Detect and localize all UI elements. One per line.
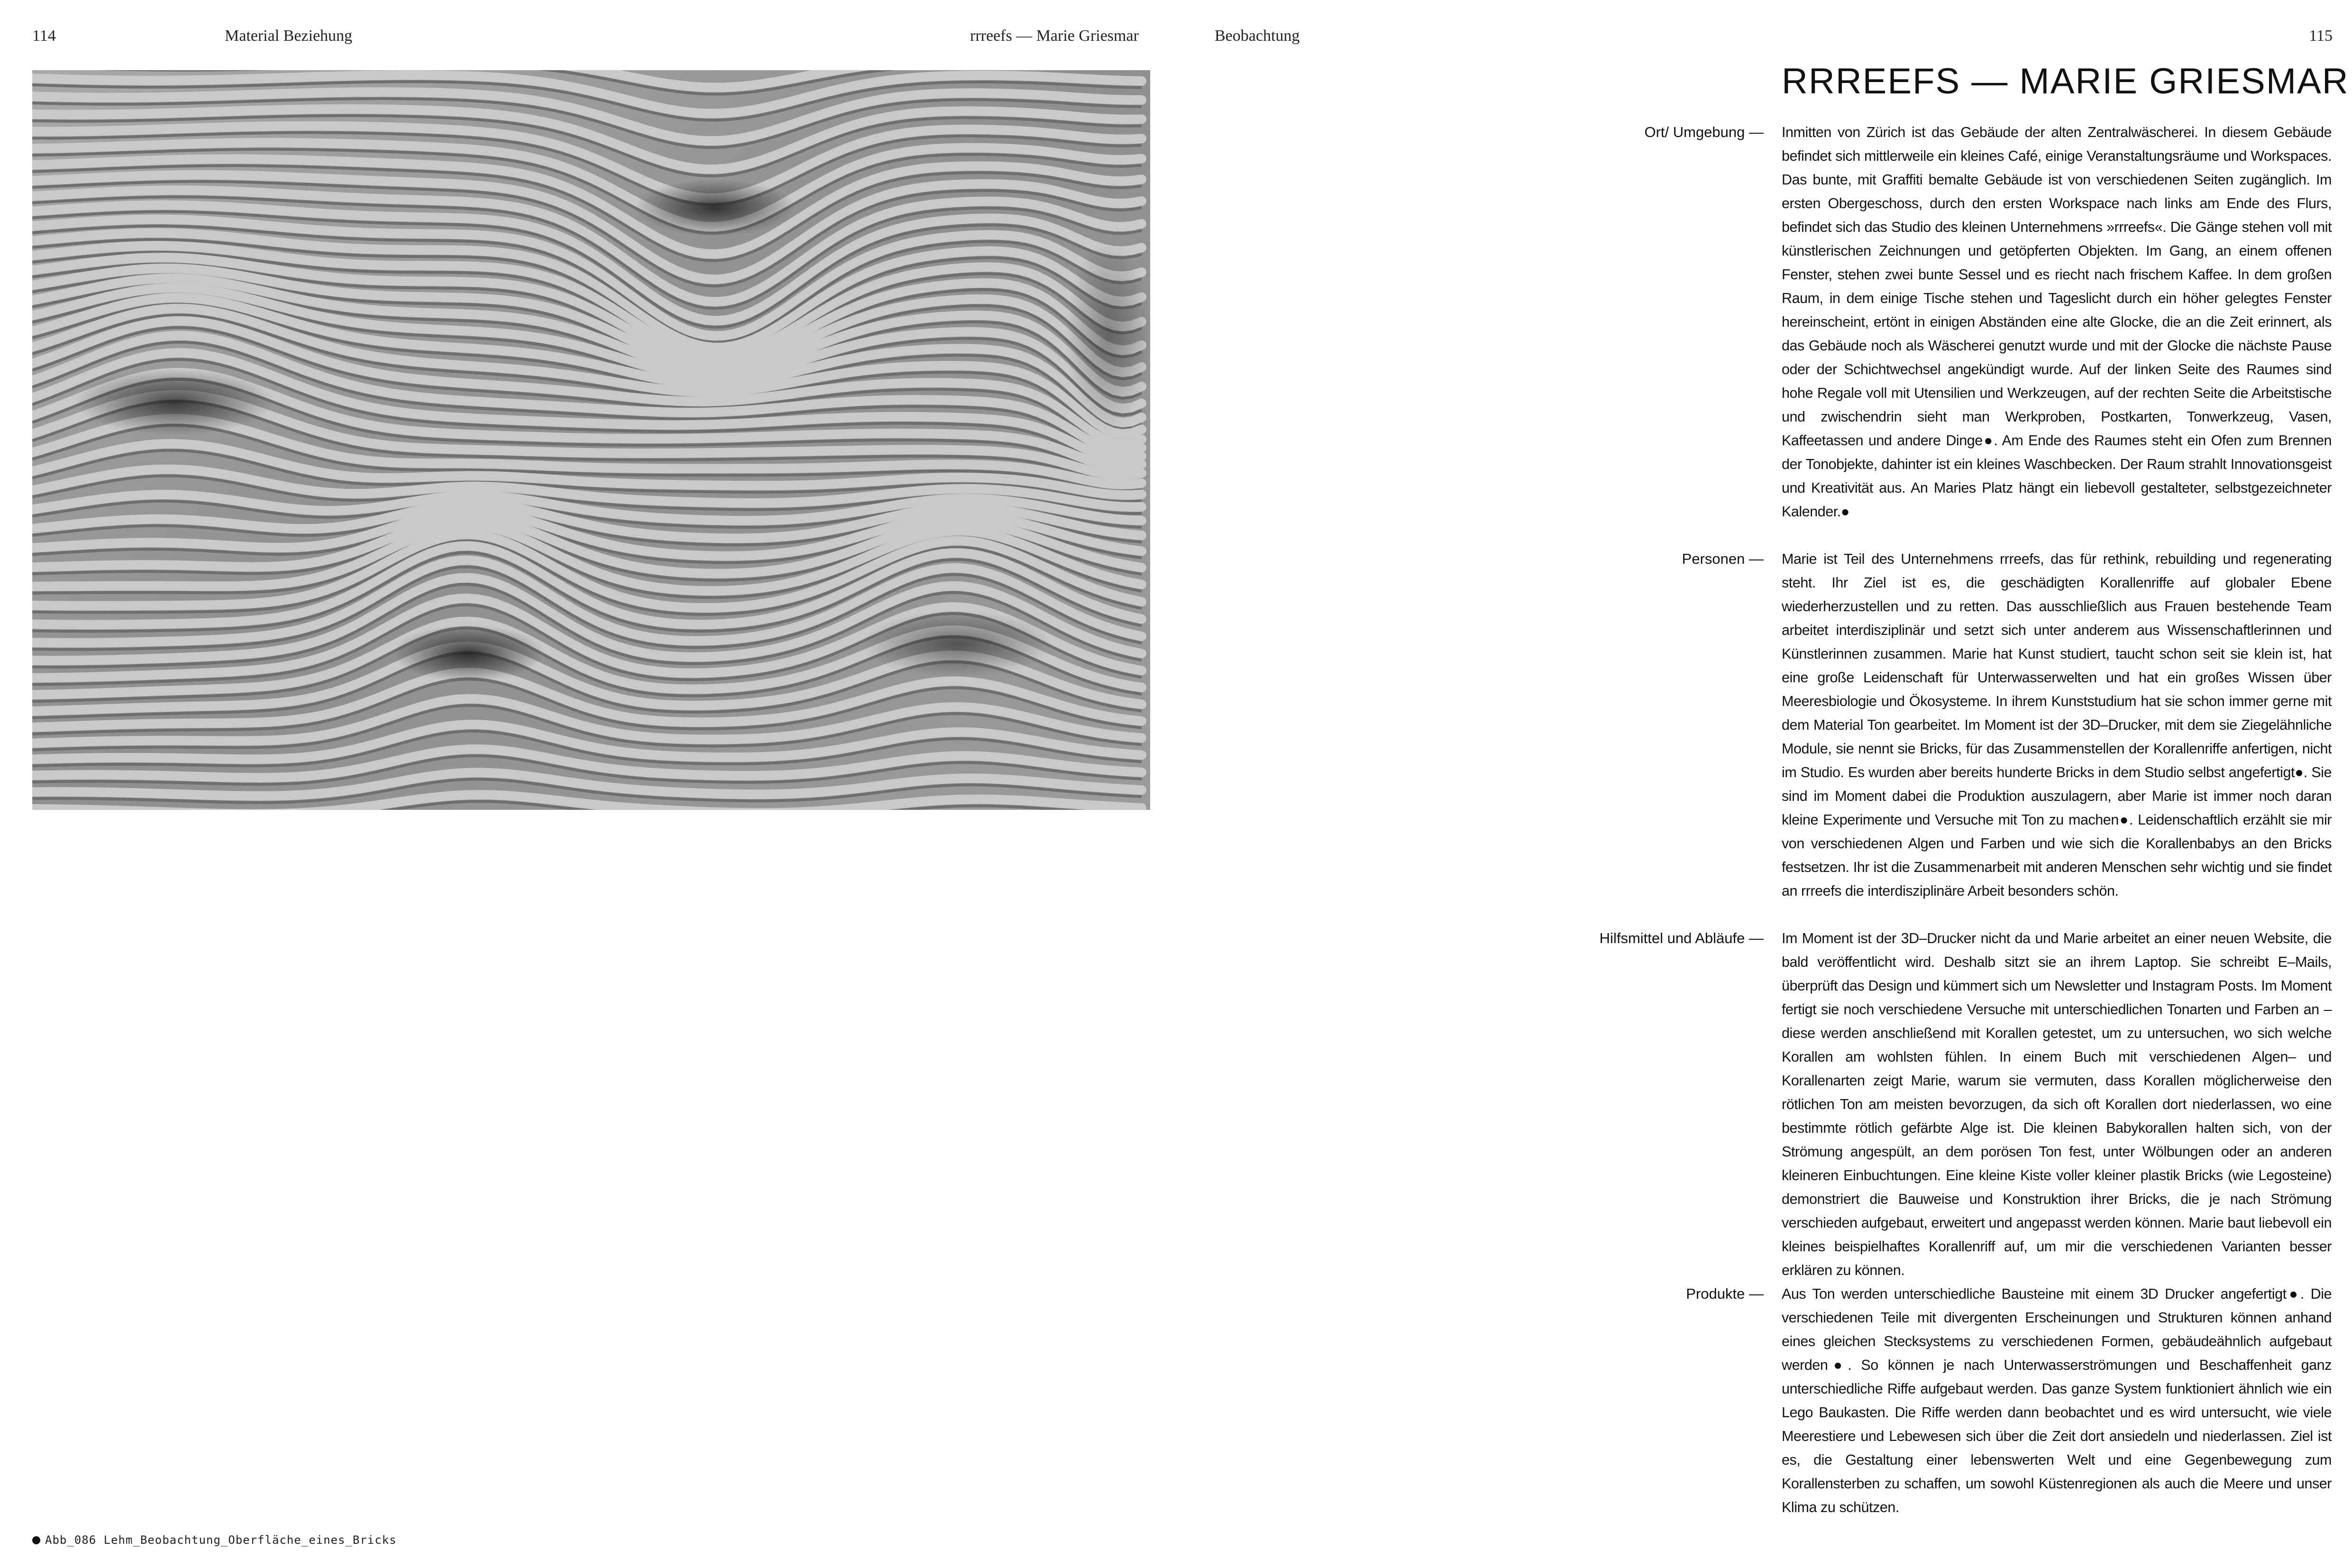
entry-text-personen: Marie ist Teil des Unternehmens rrreefs, das für rethink, rebuilding und regenerating steht. Ihr Ziel ist es, die geschädigten Korallenriffe auf globaler Ebene wiederherzustellen und zu retten. Das ausschließlich aus Frauen bestehende Team arbeitet interdisziplinär und setzt sich unter anderem aus Wissenschaftlerinnen und Künstlerinnen zusammen. Marie hat Kunst studiert, taucht schon seit sie klein ist, hat eine große Leidenschaft für Unterwasserwelten und hat ein großes Wissen über Meeresbiologie und Ökosysteme. In ihrem Kunststudium hat sie schon immer gerne mit dem Material Ton gearbeitet. Im Moment ist der 3D–Drucker, mit dem sie Ziegelähnliche Module, sie nennt sie Bricks, für das Zusammenstellen der Korallenriffe anfertigen, nicht im Studio. Es wurden aber bereits hunderte Bricks in dem Studio selbst angefertigt●. Sie sind im Moment dabei die Produktion auszulagern, aber Marie ist immer noch daran kleine Experimente und Versuche mit Ton zu machen●. Leidenschaftlich erzählt sie mir von verschiedenen Algen und Farben und wie sich die Korallenbabys an den Bricks festsetzen. Ihr ist die Zusammenarbeit mit anderen Menschen sehr wichtig und sie findet an rrreefs die interdisziplinäre Arbeit besonders schön. — [1782, 551, 2332, 899]
right-page-number: 115 — [2309, 27, 2333, 45]
left-running-head: rrreefs — Marie Griesmar — [970, 27, 1139, 45]
right-section-title: Beobachtung — [1215, 27, 1300, 45]
caption-text: Lehm_Beobachtung_Oberfläche_eines_Bricks — [103, 1533, 397, 1547]
left-page-number: 114 — [32, 27, 56, 45]
entry-label-hilfsmittel: Hilfsmittel und Abläufe — — [1599, 930, 1764, 946]
entry-label-produkte: Produkte — — [1686, 1285, 1764, 1302]
entry-text-produkte: Aus Ton werden unterschiedliche Bausteine mit einem 3D Drucker angefertigt●. Die verschiedenen Teile mit divergenten Erscheinungen und Strukturen können anhand eines gleichen Stecksystems zu verschiedenen Formen, gebäudeähnlich aufgebaut werden●. So können je nach Unterwasserströmungen und Beschaffenheit ganz unterschiedliche Riffe aufgebaut werden. Das ganze System funktioniert ähnlich wie ein Lego Baukasten. Die Riffe werden dann beobachtet und es wird untersucht, wie viele Meerestiere und Lebewesen sich über die Zeit dort ansiedeln und niederlassen. Ziel ist es, die Gestaltung einer lebenswerten Welt und eine Gegenbewegung zum Korallensterben zu schaffen, um sowohl Küstenregionen als auch die Meere und unser Klima zu schützen. — [1782, 1286, 2332, 1515]
entry-text-hilfsmittel: Im Moment ist der 3D–Drucker nicht da und Marie arbeitet an einer neuen Website, die bald veröffentlicht wird. Deshalb sitzt sie an ihrem Laptop. Sie schreibt E–Mails, überprüft das Design und kümmert sich um Newsletter und Instagram Posts. Im Moment fertigt sie noch verschiedene Versuche mit unterschiedlichen Tonarten und Farben an – diese werden anschließend mit Korallen getestet, um zu untersuchen, wo sich welche Korallen am wohlsten fühlen. In einem Buch mit verschiedenen Algen– und Korallenarten zeigt Marie, warum sie vermuten, dass Korallen möglicherweise den rötlichen Ton am meisten bevorzugen, da sich oft Korallen dort niederlassen, wo eine bestimmte rötlich gefärbte Alge ist. Die kleinen Babykorallen halten sich, von der Strömung angespült, an dem porösen Ton fest, unter Wölbungen oder an anderen kleineren Einbuchtungen. Eine kleine Kiste voller kleiner plastik Bricks (wie Legosteine) demonstriert die Bauweise und Konstruktion ihrer Bricks, die je nach Strömung verschieden aufgebaut, erweitert und angepasst werden können. Marie baut liebevoll ein kleines beispielhaftes Korallenriff auf, um mir die verschiedenen Varianten besser erklären zu können. — [1782, 930, 2332, 1278]
clay-surface-photo — [32, 70, 1150, 810]
left-section-title: Material Beziehung — [225, 27, 353, 45]
caption-prefix: Abb_086 — [45, 1533, 97, 1547]
entry-text-ort: Inmitten von Zürich ist das Gebäude der alten Zentralwäscherei. In diesem Gebäude befindet sich mittlerweile ein kleines Café, einige Veranstaltungsräume und Workspaces. Das bunte, mit Graffiti bemalte Gebäude ist von verschiedenen Seiten zugänglich. Im ersten Obergeschoss, durch den ersten Workspace nach links am Ende des Flurs, befindet sich das Studio des kleinen Unternehmens »rrreefs«. Die Gänge stehen voll mit künstlerischen Zeichnungen und getöpferten Objekten. Im Gang, an einem offenen Fenster, stehen zwei bunte Sessel und es riecht nach frischem Kaffee. In dem großen Raum, in dem einige Tische stehen und Tageslicht durch ein höher gelegtes Fenster hereinscheint, ertönt in einigen Abständen eine alte Glocke, die an die Zeit erinnert, als das Gebäude noch als Wäscherei genutzt wurde und mit der Glocke die nächste Pause oder der Schichtwechsel angekündigt wurde. Auf der linken Seite des Raumes sind hohe Regale voll mit Utensilien und Werkzeugen, auf der rechten Seite die Arbeitstische und zwischendrin sieht man Werkproben, Postkarten, Tonwerkzeug, Vasen, Kaffeetassen und andere Dinge●. Am Ende des Raumes steht ein Ofen zum Brennen der Tonobjekte, dahinter ist ein kleines Waschbecken. Der Raum strahlt Innovationsgeist und Kreativität aus. An Maries Platz hängt ein liebevoll gestalteter, selbstgezeichneter Kalender.● — [1782, 124, 2332, 520]
figure-caption — [32, 1531, 397, 1549]
clay-ridges-image — [32, 70, 1150, 810]
entry-label-personen: Personen — — [1682, 550, 1764, 567]
article-title: RRREEFS — MARIE GRIESMAR — [1782, 61, 2349, 101]
bullet-icon — [32, 1536, 40, 1544]
entry-label-ort: Ort/ Umgebung — — [1644, 124, 1764, 140]
